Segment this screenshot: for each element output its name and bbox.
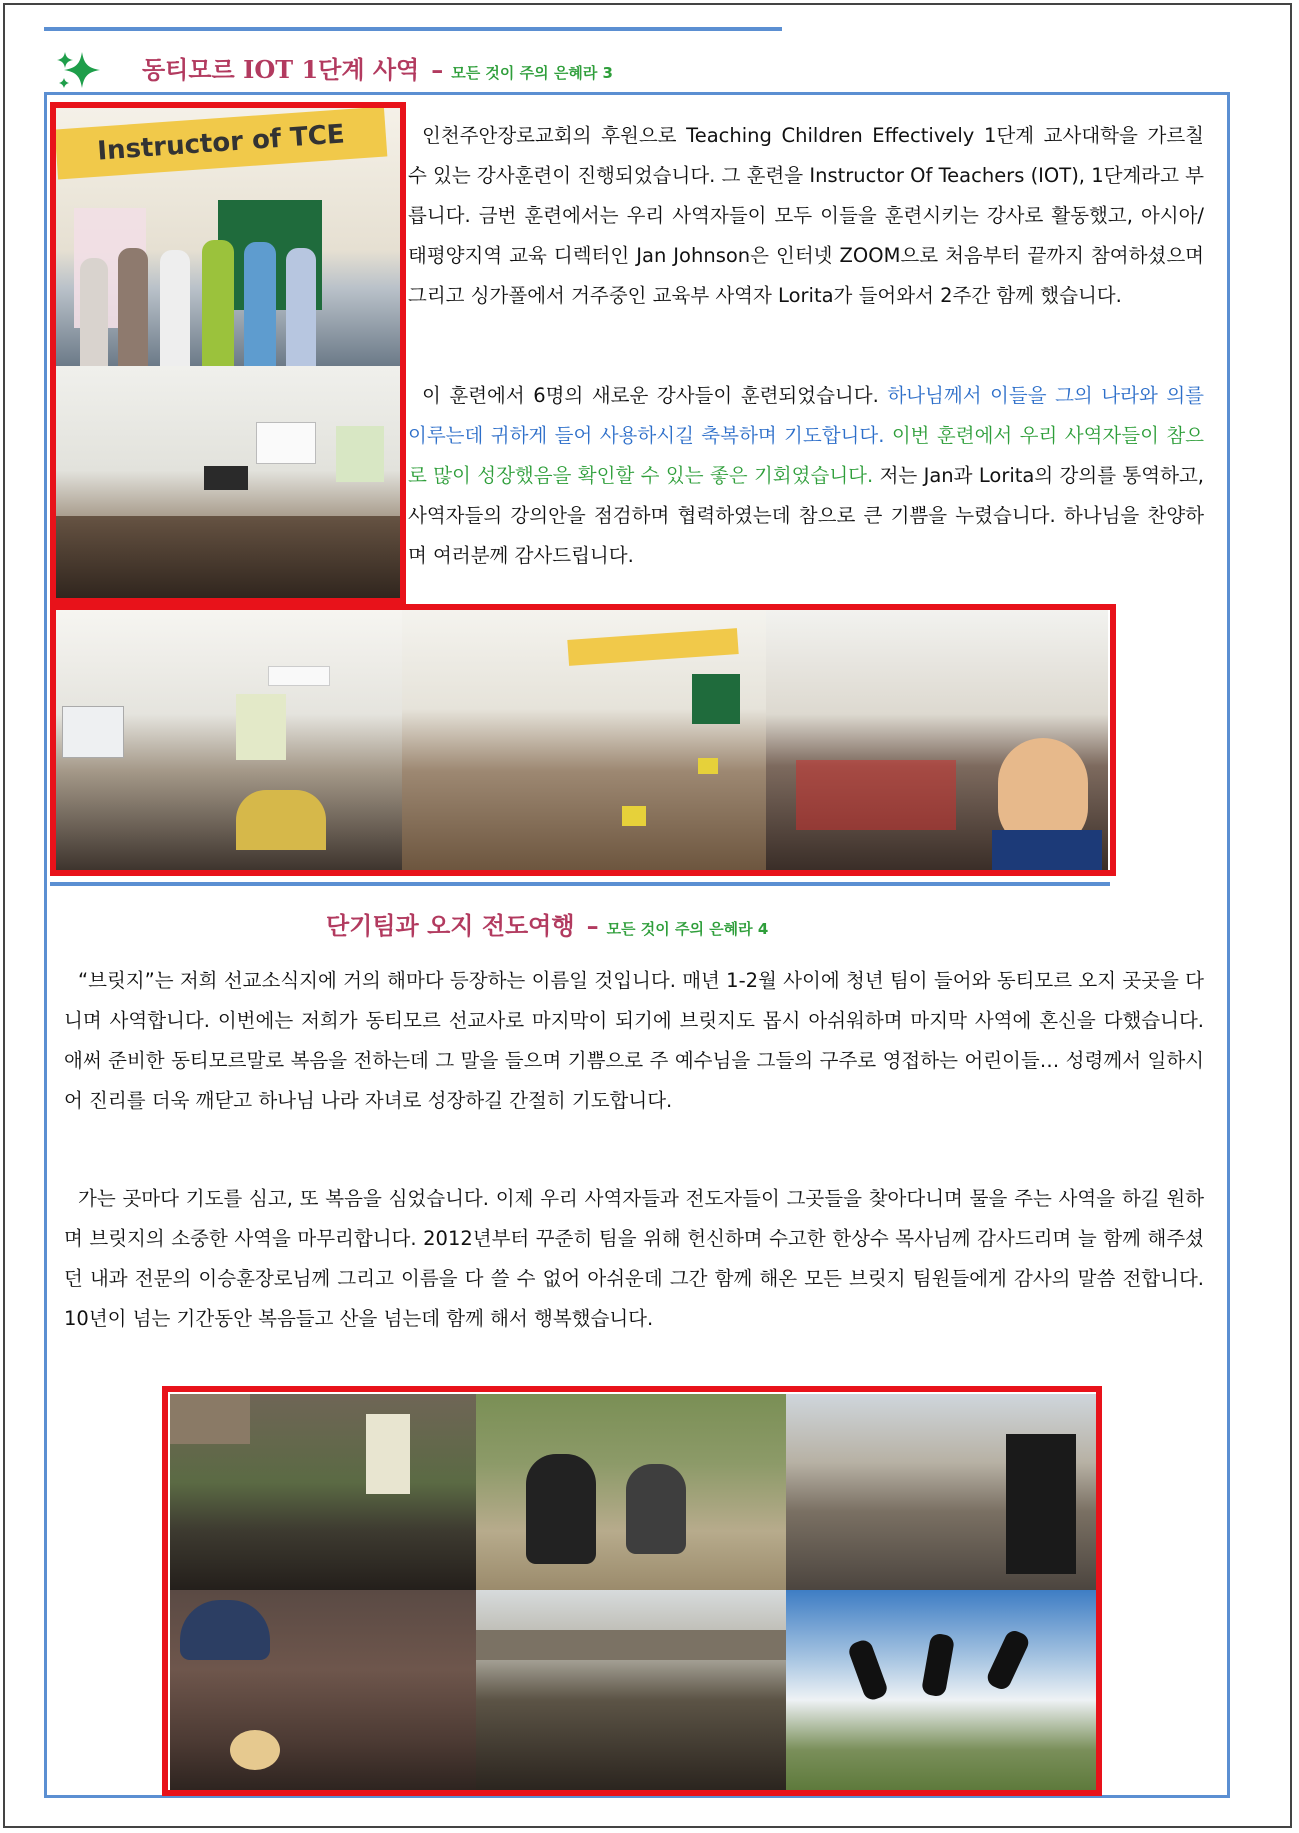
s1p2-growth-text: 이번 훈련에서 우리 사역자들이 참으로 많이 성장했음을 확인할 수 있는 좋은 기회였습니다. xyxy=(408,424,1204,487)
section1-subtitle: 모든 것이 주의 은혜라 3 xyxy=(451,64,613,82)
section2-subtitle: 모든 것이 주의 은혜라 4 xyxy=(606,920,769,938)
section2-photo-frame xyxy=(162,1386,1102,1796)
section1-heading xyxy=(142,50,613,85)
section1-photo-frame-bottom xyxy=(50,604,1116,876)
section2-dash: – xyxy=(586,911,599,940)
s1p2-text-b: 저는 Jan과 Lorita의 강의를 통역하고, 사역자들의 강의안을 점검하며 협력하였는데 참으로 큰 기쁨을 누렸습니다. 하나님을 찬양하며 여러분께 감사드립니다. xyxy=(408,464,1204,567)
section-divider xyxy=(50,882,1110,886)
s1p2-text-a: 이 훈련에서 6명의 새로운 강사들이 훈련되었습니다. xyxy=(422,384,879,407)
section1-photo-frame-top xyxy=(50,102,406,604)
section1-paragraph2 xyxy=(408,376,1204,576)
tce-banner: Instructor of TCE xyxy=(56,108,387,179)
section1-dash: – xyxy=(431,55,444,84)
section2-paragraph1: “브릿지”는 저희 선교소식지에 거의 해마다 등장하는 이름일 것입니다. 매년 1-2월 사이에 청년 팀이 들어와 동티모르 오지 곳곳을 다니며 사역합니다. 이번에는 저희가 동티모르 선교사로 마지막이 되기에 브릿지도 몹시 아쉬워하며 마지막 사역에 혼신을 다했습니다. 애써 준비한 동티모르말로 복음을 전하는데 그 말을 들으며 기쁨으로 주 예수님을 그들의 구주로 영접하는 어린이들… 성령께서 일하시어 진리를 더욱 깨닫고 하나님 나라 자녀로 성장하길 간절히 기도합니다. xyxy=(64,969,1204,1112)
section2-title: 단기팀과 오지 전도여행 xyxy=(326,911,575,940)
section2-heading xyxy=(326,906,768,941)
top-rule xyxy=(44,27,782,31)
section1-title: 동티모르 IOT 1단계 사역 xyxy=(142,55,420,84)
s1p2-blessing-text: 하나님께서 이들을 그의 나라와 의를 이루는데 귀하게 들어 사용하시길 축복하며 기도합니다. xyxy=(408,384,1204,447)
section2-paragraph2: 가는 곳마다 기도를 심고, 또 복음을 심었습니다. 이제 우리 사역자들과 전도자들이 그곳들을 찾아다니며 물을 주는 사역을 하길 원하며 브릿지의 소중한 사역을 마무리합니다. 2012년부터 꾸준히 팀을 위해 헌신하며 수고한 한상수 목사님께 감사드리며 늘 함께 해주셨던 내과 전문의 이승훈장로님께 그리고 이름을 다 쓸 수 없어 아쉬운데 그간 함께 해온 모든 브릿지 팀원들에게 감사의 말씀 전합니다. 10년이 넘는 기간동안 복음들고 산을 넘는데 함께 해서 행복했습니다. xyxy=(64,1187,1204,1330)
sparkle-icon xyxy=(56,48,102,92)
section1-paragraph1: 인천주안장로교회의 후원으로 Teaching Children Effectively 1단계 교사대학을 가르칠 수 있는 강사훈련이 진행되었습니다. 그 훈련을 Instructor Of Teachers (IOT), 1단계라고 부릅니다. 금번 훈련에서는 우리 사역자들이 모두 이들을 훈련시키는 강사로 활동했고, 아시아/태평양지역 교육 디렉터인 Jan Johnson은 인터넷 ZOOM으로 처음부터 끝까지 참여하셨으며 그리고 싱가폴에서 거주중인 교육부 사역자 Lorita가 들어와서 2주간 함께 했습니다. xyxy=(408,124,1204,307)
